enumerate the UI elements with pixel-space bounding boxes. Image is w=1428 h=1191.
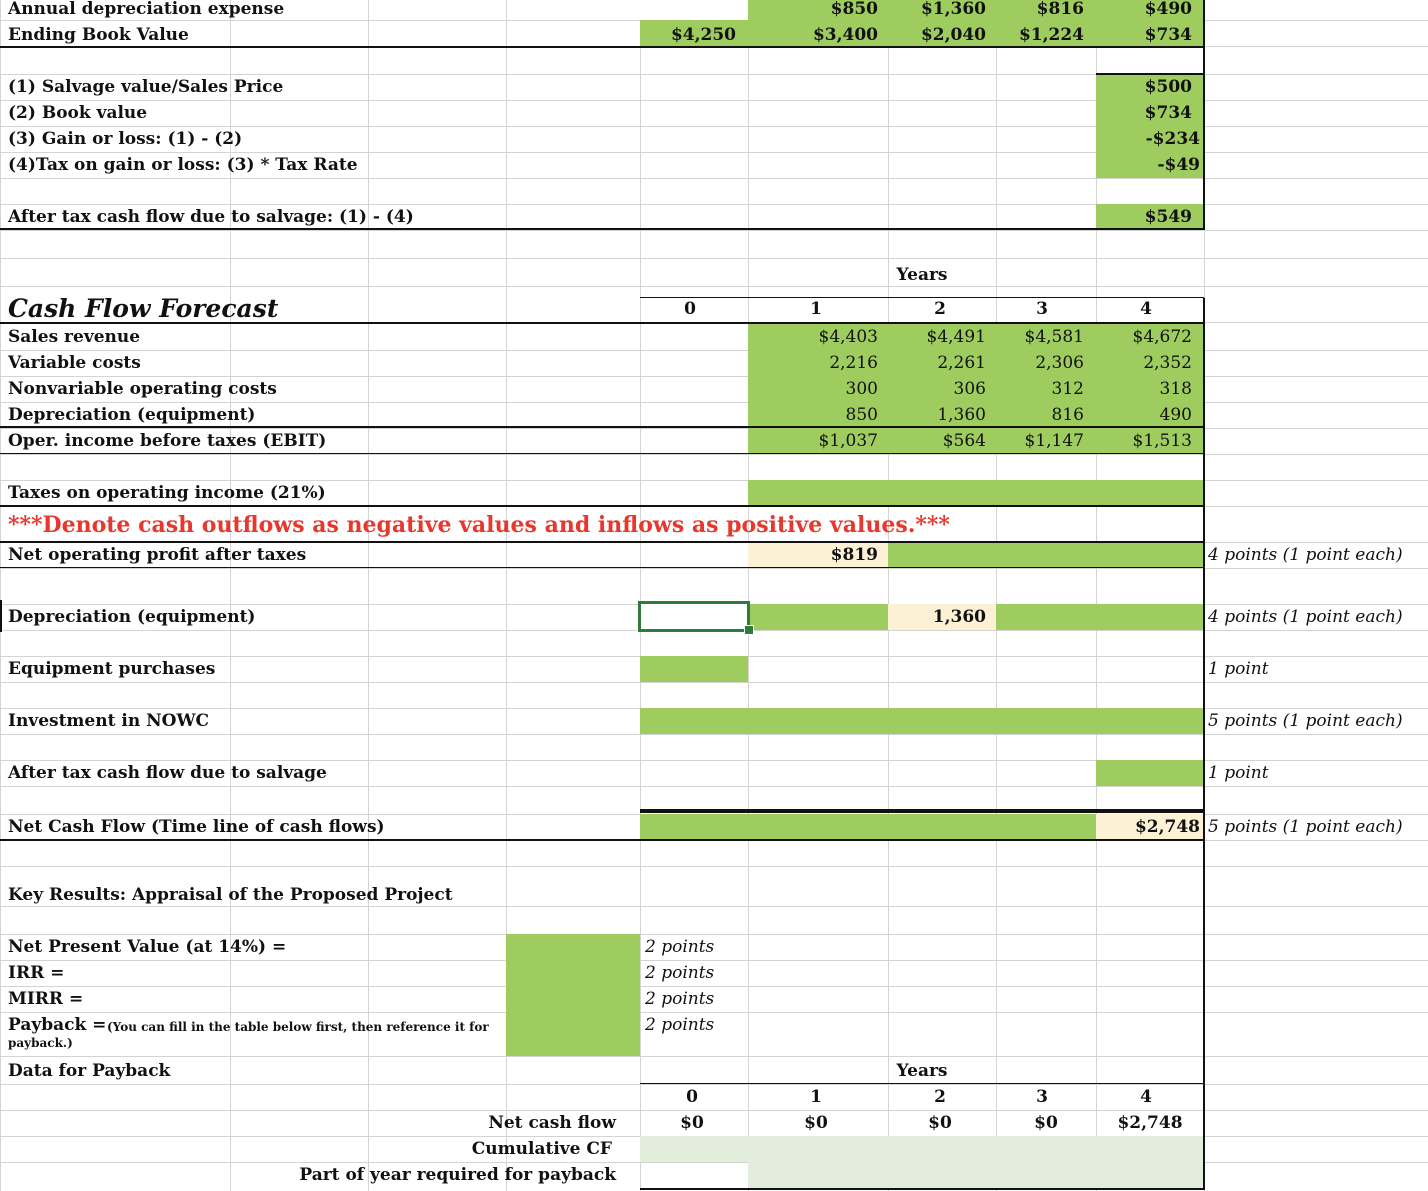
dep-year2-value: 1,360	[932, 607, 986, 627]
annual-dep-y3: $816	[1036, 0, 1084, 19]
pb-ncf-label: Net cash flow	[488, 1113, 616, 1133]
year-1-header: 1	[810, 299, 822, 319]
equipment-purchase-input[interactable]	[640, 656, 748, 682]
points-npv: 2 points	[645, 937, 715, 957]
salvage-cf-label: After tax cash flow due to salvage	[8, 763, 327, 783]
border	[0, 453, 1204, 454]
dep-year1-input[interactable]	[748, 604, 888, 630]
pb-year-3: 3	[1036, 1087, 1048, 1107]
ending-bv-label: Ending Book Value	[8, 25, 189, 45]
forecast-row-value: $1,147	[1024, 431, 1084, 451]
part-year-row[interactable]	[748, 1162, 1204, 1188]
pb-ncf-3: $0	[1034, 1113, 1058, 1133]
payback-label: Payback =	[8, 1015, 107, 1035]
years-label: Years	[896, 265, 948, 285]
equipment-label: Equipment purchases	[8, 659, 216, 679]
salvage-label-1: (1) Salvage value/Sales Price	[8, 77, 284, 97]
salvage-label-2: (2) Book value	[8, 103, 148, 123]
after-tax-salvage-label: After tax cash flow due to salvage: (1) - (4)	[8, 207, 414, 227]
ending-bv-y2: $2,040	[920, 25, 986, 45]
forecast-row-value: 2,306	[1035, 353, 1084, 373]
annual-dep-y2: $1,360	[920, 0, 986, 19]
pb-ncf-1: $0	[804, 1113, 828, 1133]
forecast-row-value: $4,403	[818, 327, 878, 347]
salvage-cf-input[interactable]	[1096, 760, 1204, 786]
forecast-row-value: 490	[1159, 405, 1192, 425]
salvage-value-1: $500	[1144, 77, 1192, 97]
points-payback: 2 points	[645, 1015, 715, 1035]
cell-white[interactable]	[640, 0, 748, 21]
forecast-row-value: 300	[845, 379, 878, 399]
ending-bv-y4: $734	[1144, 25, 1192, 45]
year-2-header: 2	[934, 299, 946, 319]
points-dep: 4 points (1 point each)	[1208, 607, 1403, 627]
mirr-label: MIRR =	[8, 989, 84, 1009]
fill-handle[interactable]	[744, 625, 754, 635]
forecast-row-label: Variable costs	[8, 353, 141, 373]
points-mirr: 2 points	[645, 989, 715, 1009]
pb-year-0: 0	[686, 1087, 698, 1107]
border	[0, 600, 2, 632]
nopat-label: Net operating profit after taxes	[8, 545, 307, 565]
pb-cum-label: Cumulative CF	[471, 1139, 612, 1159]
forecast-row-label: Oper. income before taxes (EBIT)	[8, 431, 327, 451]
points-nowc: 5 points (1 point each)	[1208, 711, 1403, 731]
forecast-row-value: 816	[1051, 405, 1084, 425]
salvage-value-2: $734	[1144, 103, 1192, 123]
annual-dep-y4: $490	[1144, 0, 1192, 19]
forecast-row-value: 306	[953, 379, 986, 399]
key-results-title: Key Results: Appraisal of the Proposed Project	[8, 885, 453, 905]
annual-dep-y1: $850	[830, 0, 878, 19]
salvage-label-3: (3) Gain or loss: (1) - (2)	[8, 129, 243, 149]
forecast-row-value: 850	[845, 405, 878, 425]
forecast-row-label: Sales revenue	[8, 327, 141, 347]
ending-bv-y1: $3,400	[812, 25, 878, 45]
payback-note: (You can fill in the table below first, then reference it for	[107, 1020, 489, 1034]
forecast-row-value: $4,672	[1132, 327, 1192, 347]
taxes-row-input[interactable]	[748, 480, 1204, 506]
points-nopat: 4 points (1 point each)	[1208, 545, 1403, 565]
salvage-label-4: (4)Tax on gain or loss: (3) * Tax Rate	[8, 155, 358, 175]
pb-year-4: 4	[1140, 1087, 1152, 1107]
border	[640, 1188, 1204, 1190]
forecast-row-value: 312	[1051, 379, 1084, 399]
payback-note-2: payback.)	[8, 1036, 73, 1050]
border	[0, 505, 1204, 507]
border	[1203, 298, 1205, 1190]
forecast-row-value: $1,513	[1132, 431, 1192, 451]
border	[640, 1083, 1204, 1084]
pb-ncf-0: $0	[680, 1113, 704, 1133]
payback-years-label: Years	[896, 1061, 948, 1081]
ncf-row-input[interactable]	[640, 814, 1096, 840]
salvage-value-4: -$49	[1157, 155, 1200, 175]
year-4-header: 4	[1140, 299, 1152, 319]
ncf-label: Net Cash Flow (Time line of cash flows)	[8, 817, 385, 837]
nopat-row-input[interactable]	[888, 542, 1204, 568]
notice-text: ***Denote cash outflows as negative values and inflows as positive values.***	[8, 512, 950, 538]
points-irr: 2 points	[645, 963, 715, 983]
pb-ncf-2: $0	[928, 1113, 952, 1133]
ending-bv-y0: $4,250	[670, 25, 736, 45]
dep-year34-input[interactable]	[996, 604, 1204, 630]
pb-year-1: 1	[810, 1087, 822, 1107]
pb-year-2: 2	[934, 1087, 946, 1107]
key-results-input[interactable]	[506, 934, 640, 1056]
forecast-row-value: $564	[942, 431, 986, 451]
forecast-row-value: 318	[1159, 379, 1192, 399]
points-ncf: 5 points (1 point each)	[1208, 817, 1403, 837]
border	[0, 228, 1204, 230]
year-3-header: 3	[1036, 299, 1048, 319]
ending-bv-y3: $1,224	[1018, 25, 1084, 45]
pb-part-label: Part of year required for payback	[299, 1165, 616, 1185]
forecast-row-value: $4,581	[1024, 327, 1084, 347]
annual-dep-label: Annual depreciation expense	[8, 0, 285, 19]
forecast-row-value: 2,352	[1143, 353, 1192, 373]
border	[1203, 0, 1205, 230]
dep-label: Depreciation (equipment)	[8, 607, 256, 627]
cash-flow-forecast-title: Cash Flow Forecast	[8, 294, 279, 323]
nopat-year1-value: $819	[830, 545, 878, 565]
forecast-row-value: 2,261	[937, 353, 986, 373]
border	[0, 541, 1204, 543]
border	[0, 839, 1204, 841]
border	[1096, 73, 1204, 75]
payback-data-title: Data for Payback	[8, 1061, 171, 1081]
border	[0, 46, 1204, 48]
forecast-row-value: 2,216	[829, 353, 878, 373]
border	[0, 567, 1204, 568]
forecast-row-value: 1,360	[937, 405, 986, 425]
irr-label: IRR =	[8, 963, 65, 983]
points-equip: 1 point	[1208, 659, 1269, 679]
border	[640, 809, 1204, 813]
taxes-label: Taxes on operating income (21%)	[8, 483, 326, 503]
points-salvage: 1 point	[1208, 763, 1269, 783]
cumulative-cf-row[interactable]	[640, 1136, 1204, 1162]
forecast-row-value: $1,037	[818, 431, 878, 451]
year-0-header: 0	[684, 299, 696, 319]
border	[0, 426, 1204, 428]
nowc-row-input[interactable]	[640, 708, 1204, 734]
npv-label: Net Present Value (at 14%) =	[8, 937, 287, 957]
forecast-row-value: $4,491	[926, 327, 986, 347]
nowc-label: Investment in NOWC	[8, 711, 210, 731]
forecast-row-label: Depreciation (equipment)	[8, 405, 256, 425]
selected-cell[interactable]	[638, 601, 750, 632]
pb-ncf-4: $2,748	[1117, 1113, 1183, 1133]
forecast-row-label: Nonvariable operating costs	[8, 379, 277, 399]
salvage-value-3: -$234	[1145, 129, 1200, 149]
after-tax-salvage-value: $549	[1144, 207, 1192, 227]
ncf-year4-value: $2,748	[1134, 817, 1200, 837]
